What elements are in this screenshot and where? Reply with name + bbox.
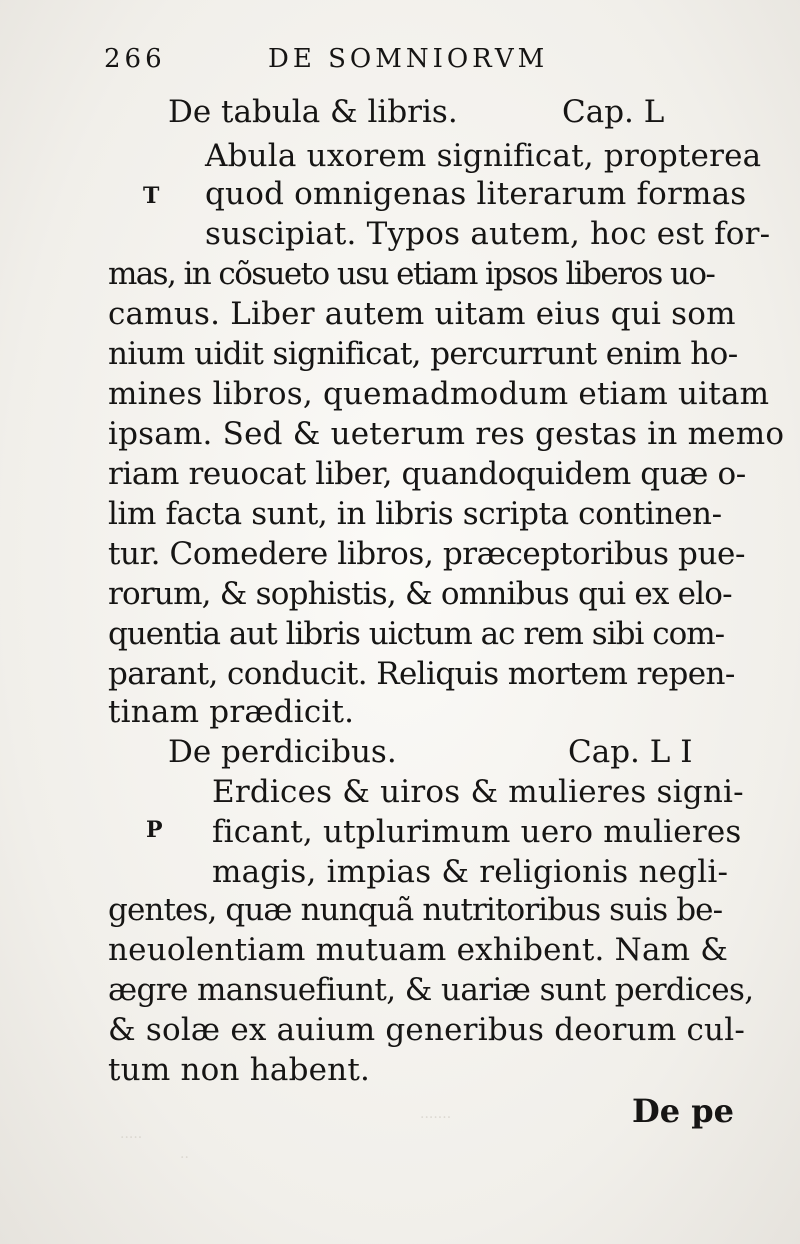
text-line: tinam prædicit. (108, 694, 355, 730)
text-line: riam reuocat liber, quandoquidem quæ o- (108, 456, 746, 492)
initial-letter: P (146, 817, 163, 843)
chapter-heading: De perdicibus. (168, 734, 397, 770)
chapter-heading: De tabula & libris. (168, 94, 458, 130)
initial-letter: T (143, 183, 160, 209)
text-line: gentes, quæ nunquã nutritoribus suis be- (108, 892, 723, 928)
folio-number: 266 (104, 44, 166, 74)
text-line: nium uidit significat, percurrunt enim ho- (108, 336, 738, 372)
text-line: neuolentiam mutuam exhibent. Nam & (108, 932, 729, 968)
chapter-number: Cap. L (562, 94, 665, 130)
text-line: Abula uxorem significat, propterea (205, 138, 762, 174)
text-line: Erdices & uiros & mulieres signi- (212, 774, 744, 810)
show-through-mark: ····· (120, 1130, 143, 1146)
chapter-number: Cap. L I (568, 734, 693, 770)
text-line: quod omnigenas literarum formas (205, 176, 747, 212)
text-line: magis, impias & religionis negli- (212, 854, 729, 890)
text-line: rorum, & sophistis, & omnibus qui ex elo- (108, 576, 732, 612)
text-line: tur. Comedere libros, præceptoribus pue- (108, 536, 746, 572)
text-line: lim facta sunt, in libris scripta continen- (108, 496, 722, 532)
catchword: De pe (632, 1092, 734, 1130)
text-line: suscipiat. Typos autem, hoc est for- (205, 216, 771, 252)
text-line: mas, in cõsueto usu etiam ipsos liberos uo- (108, 256, 715, 292)
text-line: & solæ ex auium generibus deorum cul- (108, 1012, 745, 1048)
text-line: ægre mansuefiunt, & uariæ sunt perdices, (108, 972, 754, 1008)
show-through-mark: ·· (180, 1150, 189, 1166)
text-line: tum non habent. (108, 1052, 371, 1088)
text-line: mines libros, quemadmodum etiam uitam (108, 376, 770, 412)
show-through-mark: ······· (420, 1110, 452, 1126)
text-line: ipsam. Sed & ueterum res gestas in memo (108, 416, 785, 452)
text-line: ficant, utplurimum uero mulieres (212, 814, 742, 850)
text-line: parant, conducit. Reliquis mortem repen- (108, 656, 735, 692)
text-line: quentia aut libris uictum ac rem sibi com- (108, 616, 725, 652)
text-line: camus. Liber autem uitam eius qui som (108, 296, 736, 332)
running-head: DE SOMNIORVM (268, 44, 549, 74)
